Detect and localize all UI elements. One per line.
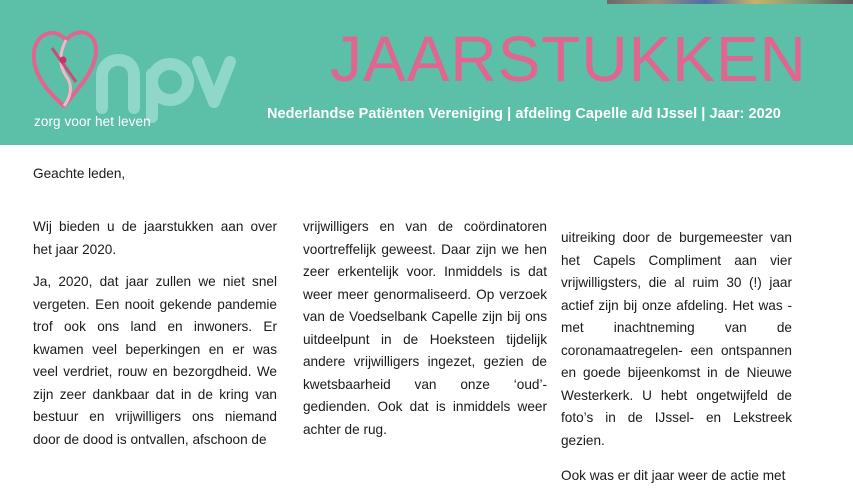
paragraph: vrijwilligers en van de coördinatoren voortreffelijk geweest. Daar zijn we hen zeer erkentelijk voor. Inmiddels is dat weer meer genormaliseerd. Op verzoek van de Voedselbank Capelle zijn bij ons uitdeelpunt in de Hoeksteen tijdelijk andere vrijwilligers ingezet, gezien de kwetsbaarheid van onze ‘oud’- gedienden. Ook dat is inmiddels weer achter de rug. [303, 219, 547, 437]
text-column-3 [561, 227, 792, 501]
paragraph: uitreiking door de burgemeester van het Capels Compliment aan vier vrijwilligsters, die al ruim 30 (!) jaar actief zijn bij onze afdeling. Het was - met inachtneming van de coronamaatregelen- een ontspannen en goede bijeenkomst in de Nieuwe Westerkerk. U hebt ongetwijfeld de foto’s in de IJssel- en Lekstreek gezien. [561, 230, 792, 448]
npv-logo [30, 22, 245, 137]
salutation: Geachte leden, [33, 166, 126, 181]
page-title: JAARSTUKKEN [330, 23, 807, 95]
text-column-1 [33, 216, 277, 464]
header-band [0, 0, 853, 145]
top-image-strip [607, 0, 853, 4]
paragraph: Ja, 2020, dat jaar zullen we niet snel vergeten. Een nooit gekende pandemie trof ook ons land en inwoners. Er kwamen veel beperkingen en er was veel verdriet, rouw en bezorgdheid. We zijn zeer dankbaar dat in de kring van bestuur en vrijwilligers ons niemand door de dood is ontvallen, afschoon de [33, 274, 277, 447]
paragraph: Ook was er dit jaar weer de actie met [561, 468, 786, 483]
logo-tagline: zorg voor het leven [34, 114, 151, 129]
npv-logo-icon [30, 22, 245, 117]
paragraph: Wij bieden u de jaarstukken aan over het jaar 2020. [33, 219, 277, 257]
page-subtitle: Nederlandse Patiënten Vereniging | afdeling Capelle a/d IJssel | Jaar: 2020 [267, 106, 781, 122]
text-column-2 [303, 216, 547, 454]
